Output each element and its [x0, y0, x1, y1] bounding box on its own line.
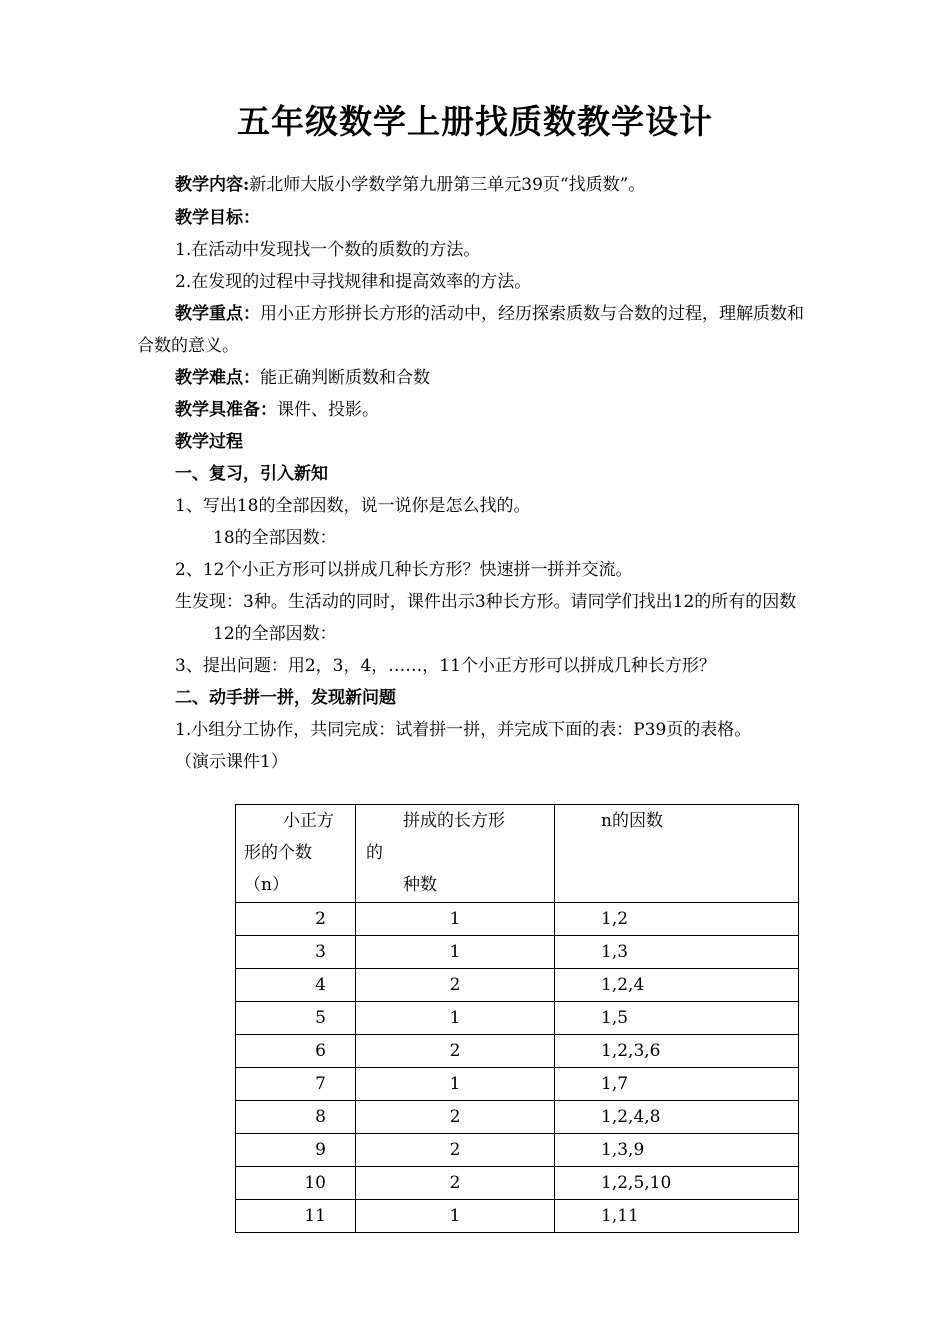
process-label: 教学过程: [175, 432, 243, 452]
key-label: 教学重点：: [175, 304, 260, 324]
goal-2: 2.在发现的过程中寻找规律和提高效率的方法。: [175, 272, 532, 292]
section-2-heading: 二、动手拼一拼，发现新问题: [175, 688, 396, 708]
table-row: 5 1 1,5: [236, 1002, 799, 1035]
header-count: 小正方 形的个数 （n）: [236, 805, 356, 903]
table-row: 9 2 1,3,9: [236, 1134, 799, 1167]
table-row: 3 1 1,3: [236, 936, 799, 969]
goal-1: 1.在活动中发现找一个数的质数的方法。: [175, 240, 481, 260]
table-row: 11 1 1,11: [236, 1200, 799, 1233]
header-kinds: 拼成的长方形 的 种数: [356, 805, 555, 903]
table-row: 6 2 1,2,3,6: [236, 1035, 799, 1068]
s1-item-1-sub: 18的全部因数：: [213, 528, 337, 548]
content-line: 教学内容:新北师大版小学数学第九册第三单元39页“找质数”。: [175, 175, 646, 195]
tools-label: 教学具准备：: [175, 400, 277, 420]
s1-item-2-note: 生发现：3种。生活动的同时，课件出示3种长方形。请同学们找出12的所有的因数: [175, 592, 797, 612]
content-label: 教学内容: [175, 175, 243, 195]
s1-item-1: 1、写出18的全部因数，说一说你是怎么找的。: [175, 496, 531, 516]
s1-item-2: 2、12个小正方形可以拼成几种长方形？快速拼一拼并交流。: [175, 560, 633, 580]
header-factors: n的因数: [555, 805, 799, 903]
table-row: 10 2 1,2,5,10: [236, 1167, 799, 1200]
tools-text: 课件、投影。: [277, 400, 379, 420]
s1-item-3: 3、提出问题：用2，3，4，……，11个小正方形可以拼成几种长方形？: [175, 656, 716, 676]
difficulty-label: 教学难点：: [175, 368, 260, 388]
table-row: 8 2 1,2,4,8: [236, 1101, 799, 1134]
table-row: 7 1 1,7: [236, 1068, 799, 1101]
s2-item-1: 1.小组分工协作，共同完成：试着拼一拼，并完成下面的表：P39页的表格。: [175, 720, 752, 740]
goals-label: 教学目标：: [175, 208, 260, 228]
s1-item-2-sub: 12的全部因数：: [213, 624, 337, 644]
tools-line: [175, 400, 379, 420]
page-title: 五年级数学上册找质数教学设计: [237, 102, 713, 141]
table-row: 4 2 1,2,4: [236, 969, 799, 1002]
table-row: 2 1 1,2: [236, 903, 799, 936]
key-text: 用小正方形拼长方形的活动中，经历探索质数与合数的过程，理解质数和: [260, 304, 804, 324]
difficulty-line: [175, 368, 430, 388]
table-header-row: [236, 805, 799, 903]
content-text: 新北师大版小学数学第九册第三单元39页“找质数”。: [249, 175, 646, 195]
key-text-cont: 合数的意义。: [137, 336, 239, 356]
key-line: [175, 304, 804, 324]
section-1-heading: 一、复习，引入新知: [175, 464, 328, 484]
factor-table: [235, 804, 799, 1233]
difficulty-text: 能正确判断质数和合数: [260, 368, 430, 388]
s2-item-1-note: （演示课件1）: [175, 752, 288, 772]
